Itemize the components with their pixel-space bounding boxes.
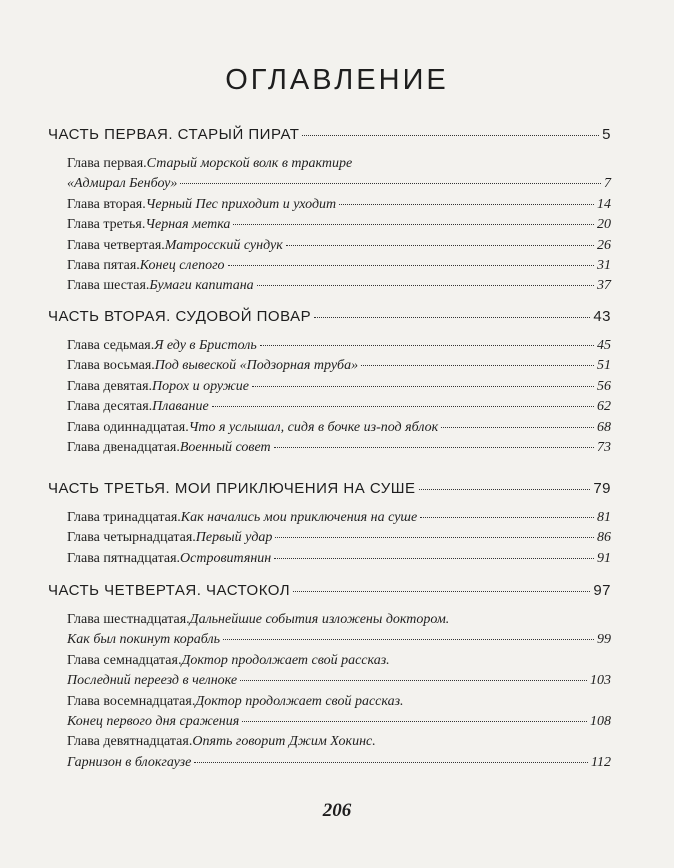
part-page-number: 79 — [593, 480, 611, 497]
toc-chapter-entry[interactable] — [67, 551, 611, 567]
toc-chapter-entry[interactable] — [67, 440, 611, 456]
chapter-number: Глава первая. — [67, 156, 147, 171]
chapter-title: Опять говорит Джим Хокинс. — [192, 734, 376, 750]
page-title: ОГЛАВЛЕНИЕ — [225, 64, 449, 96]
dot-leader — [228, 265, 594, 266]
part-page-number: 97 — [593, 582, 611, 599]
chapter-page-number: 56 — [597, 378, 611, 394]
dot-leader — [339, 204, 594, 205]
chapter-number: Глава восемнадцатая. — [67, 693, 196, 709]
chapter-number: Глава девятнадцатая. — [67, 734, 193, 750]
chapter-title: Доктор продолжает свой рассказ. — [181, 652, 390, 668]
part-title: ЧАСТЬ ВТОРАЯ. СУДОВОЙ ПОВАР — [48, 308, 312, 325]
chapter-page-number: 31 — [597, 258, 611, 273]
chapter-title: Бумаги капитана — [149, 278, 254, 294]
part-page-number: 5 — [602, 126, 611, 143]
chapter-title-continued: «Адмирал Бенбоу» — [67, 176, 178, 192]
chapter-number: Глава девятая. — [67, 378, 153, 394]
chapter-page-number: 14 — [597, 196, 611, 212]
toc-chapter-entry[interactable] — [67, 612, 611, 628]
dot-leader — [420, 517, 594, 518]
chapter-page-number: 68 — [597, 419, 611, 435]
chapter-page-number: 20 — [597, 217, 611, 233]
chapter-number: Глава десятая. — [67, 399, 153, 415]
chapter-title: Черный Пес приходит и уходит — [145, 196, 337, 212]
dot-leader — [361, 365, 594, 366]
part-title: ЧАСТЬ ЧЕТВЕРТАЯ. ЧАСТОКОЛ — [48, 582, 291, 599]
dot-leader — [242, 721, 587, 722]
toc-chapter-entry[interactable] — [67, 420, 611, 436]
chapter-title-continued: Конец первого дня сражения — [67, 714, 240, 729]
part-title: ЧАСТЬ ТРЕТЬЯ. МОИ ПРИКЛЮЧЕНИЯ НА СУШЕ — [48, 480, 416, 497]
chapter-title: Доктор продолжает свой рассказ. — [195, 693, 404, 709]
part-page-number: 43 — [593, 308, 611, 325]
chapter-title: Дальнейшие события изложены доктором. — [189, 612, 450, 627]
chapter-title: Плавание — [152, 399, 209, 415]
toc-chapter-entry[interactable] — [67, 258, 611, 274]
toc-chapter-entry[interactable] — [67, 338, 611, 354]
toc-chapter-entry[interactable] — [67, 238, 611, 254]
chapter-page-number: 26 — [597, 237, 611, 253]
chapter-page-number: 86 — [597, 530, 611, 546]
chapter-page-number: 91 — [597, 550, 611, 566]
part-title: ЧАСТЬ ПЕРВАЯ. СТАРЫЙ ПИРАТ — [48, 126, 300, 143]
chapter-title: Черная метка — [145, 217, 231, 233]
chapter-title: Под вывеской «Подзорная труба» — [154, 358, 359, 374]
toc-chapter-entry[interactable] — [67, 156, 611, 172]
toc-chapter-continuation[interactable] — [67, 673, 611, 689]
chapter-number: Глава шестая. — [67, 278, 150, 294]
chapter-page-number: 73 — [597, 440, 611, 455]
chapter-page-number: 81 — [597, 510, 611, 525]
chapter-number: Глава одиннадцатая. — [67, 419, 189, 435]
dot-leader — [180, 183, 601, 184]
toc-chapter-continuation[interactable] — [67, 714, 611, 730]
dot-leader — [274, 558, 594, 559]
chapter-page-number: 103 — [590, 673, 611, 689]
dot-leader — [274, 447, 594, 448]
dot-leader — [286, 245, 594, 246]
chapter-number: Глава четырнадцатая. — [67, 530, 196, 546]
chapter-number: Глава тринадцатая. — [67, 510, 181, 525]
dot-leader — [194, 762, 588, 763]
dot-leader — [293, 591, 590, 592]
chapter-title: Конец слепого — [139, 258, 225, 273]
toc-part-entry[interactable] — [48, 582, 611, 599]
dot-leader — [441, 427, 594, 428]
dot-leader — [419, 489, 591, 490]
toc-chapter-entry[interactable] — [67, 217, 611, 233]
chapter-number: Глава пятнадцатая. — [67, 550, 181, 566]
chapter-page-number: 45 — [597, 338, 611, 353]
chapter-title-continued: Как был покинут корабль — [67, 632, 220, 648]
toc-part-entry[interactable] — [48, 308, 611, 325]
toc-chapter-entry[interactable] — [67, 278, 611, 294]
chapter-title-continued: Гарнизон в блокгаузе — [67, 754, 192, 770]
chapter-number: Глава вторая. — [67, 196, 146, 212]
chapter-page-number: 7 — [604, 176, 611, 192]
chapter-number: Глава третья. — [67, 217, 146, 233]
toc-part-entry[interactable] — [48, 480, 611, 497]
chapter-page-number: 37 — [597, 278, 611, 294]
toc-chapter-continuation[interactable] — [67, 755, 611, 771]
chapter-number: Глава шестнадцатая. — [67, 612, 190, 627]
toc-chapter-entry[interactable] — [67, 694, 611, 710]
chapter-title: Я еду в Бристоль — [154, 338, 257, 353]
dot-leader — [233, 224, 594, 225]
dot-leader — [240, 680, 587, 681]
dot-leader — [252, 386, 594, 387]
toc-chapter-entry[interactable] — [67, 379, 611, 395]
chapter-title: Старый морской волк в трактире — [146, 156, 353, 171]
toc-chapter-entry[interactable] — [67, 399, 611, 415]
dot-leader — [314, 317, 590, 318]
chapter-number: Глава седьмая. — [67, 338, 155, 353]
toc-chapter-entry[interactable] — [67, 734, 611, 750]
dot-leader — [302, 135, 599, 136]
chapter-number: Глава двенадцатая. — [67, 440, 180, 455]
chapter-number: Глава восьмая. — [67, 358, 155, 374]
chapter-title: Как начались мои приключения на суше — [180, 510, 418, 525]
chapter-number: Глава пятая. — [67, 258, 140, 273]
chapter-title: Что я услышал, сидя в бочке из-под яблок — [188, 419, 439, 435]
chapter-page-number: 99 — [597, 632, 611, 648]
chapter-page-number: 112 — [591, 754, 611, 770]
chapter-title: Военный совет — [179, 440, 271, 455]
toc-chapter-entry[interactable] — [67, 653, 611, 669]
page-number: 206 — [322, 800, 352, 821]
toc-chapter-entry[interactable] — [67, 358, 611, 374]
dot-leader — [260, 345, 594, 346]
chapter-number: Глава семнадцатая. — [67, 652, 182, 668]
toc-chapter-entry[interactable] — [67, 510, 611, 526]
chapter-title: Островитянин — [180, 550, 272, 566]
chapter-page-number: 51 — [597, 358, 611, 374]
toc-chapter-entry[interactable] — [67, 530, 611, 546]
chapter-title: Порох и оружие — [152, 378, 249, 394]
chapter-number: Глава четвертая. — [67, 237, 165, 253]
toc-chapter-continuation[interactable] — [67, 176, 611, 192]
dot-leader — [275, 537, 594, 538]
chapter-page-number: 62 — [597, 399, 611, 415]
chapter-title-continued: Последний переезд в челноке — [67, 673, 238, 689]
toc-part-entry[interactable] — [48, 126, 611, 143]
chapter-title: Матросский сундук — [164, 237, 283, 253]
dot-leader — [257, 285, 594, 286]
toc-chapter-entry[interactable] — [67, 197, 611, 213]
dot-leader — [212, 406, 594, 407]
dot-leader — [223, 639, 594, 640]
chapter-page-number: 108 — [590, 714, 611, 729]
chapter-title: Первый удар — [195, 530, 273, 546]
toc-chapter-continuation[interactable] — [67, 632, 611, 648]
